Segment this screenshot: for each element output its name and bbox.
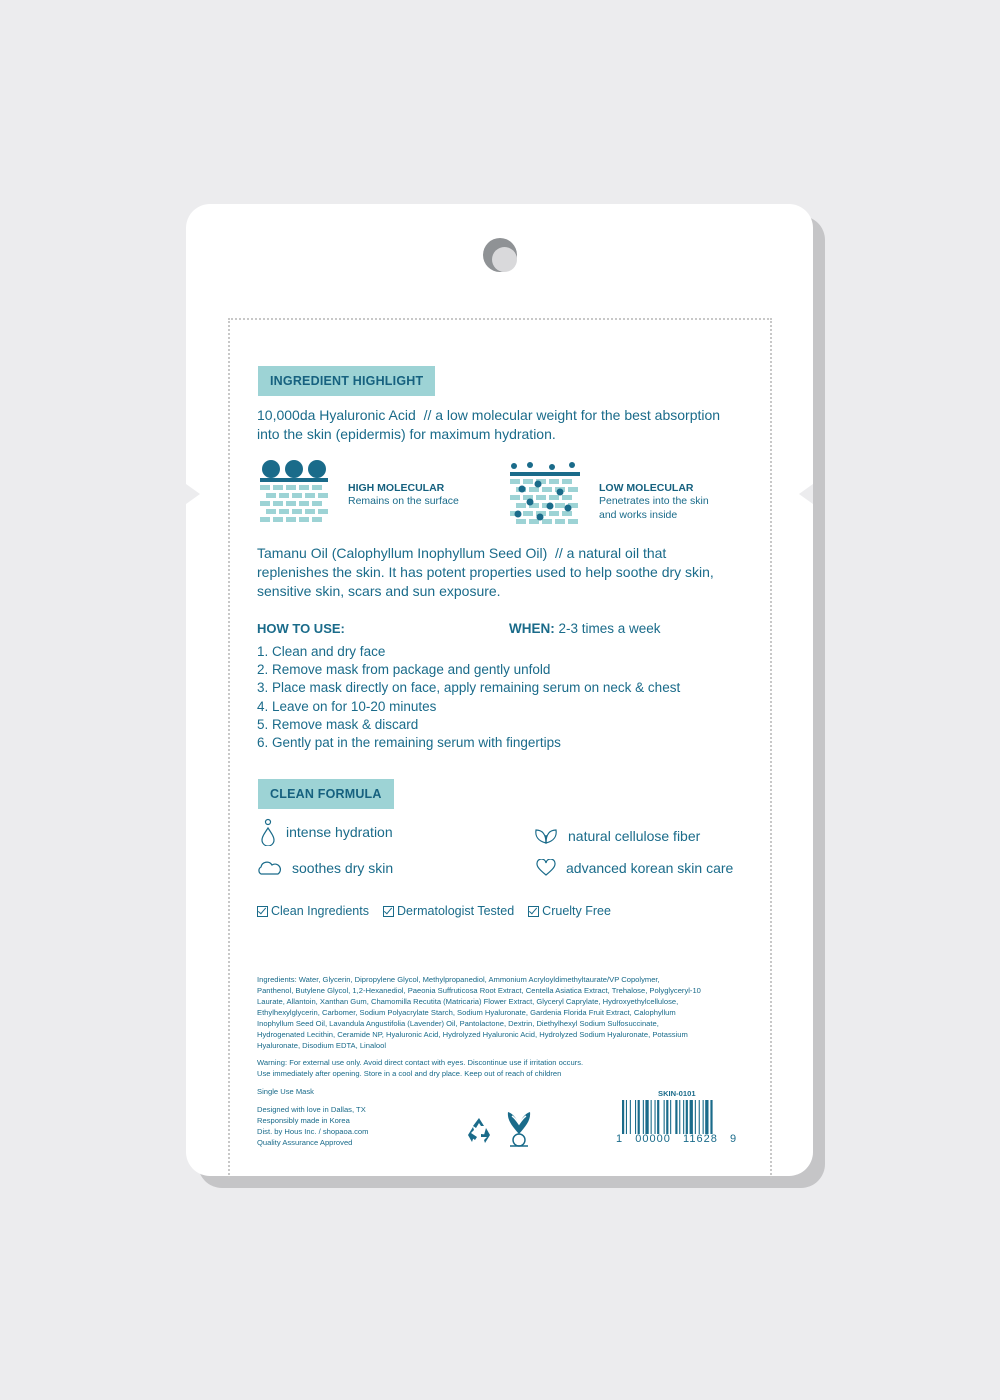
low-molecular-icon — [508, 462, 584, 528]
barcode — [622, 1100, 742, 1136]
high-molecular-text — [348, 482, 459, 508]
hyaluronic-paragraph — [257, 406, 757, 444]
when-value: 2-3 times a week — [558, 621, 661, 636]
low-molecular-desc-2: and works inside — [599, 509, 678, 521]
checkbox-icon — [383, 906, 394, 917]
benefit-text: soothes dry skin — [292, 860, 394, 876]
credits-line: Quality Assurance Approved — [257, 1138, 353, 1147]
low-molecular-title: LOW MOLECULAR — [599, 482, 694, 494]
step-item: 5. Remove mask & discard — [257, 716, 419, 732]
benefit-text: intense hydration — [286, 824, 393, 840]
hyaluronic-name: 10,000da Hyaluronic Acid — [257, 407, 416, 423]
single-use-label: Single Use Mask — [257, 1087, 314, 1096]
tamanu-desc-3: sensitive skin, scars and sun exposure. — [257, 583, 501, 599]
benefit-intense-hydration — [260, 818, 393, 846]
ingredients-line: Panthenol, Butylene Glycol, 1,2-Hexanediol, Paeonia Suffruticosa Root Extract, Centella Asiatica Extract, Trehalose, Polyglyceryl-10 — [257, 986, 701, 995]
benefit-natural-cellulose — [534, 827, 700, 845]
steps-list — [257, 643, 680, 752]
step-item: 1. Clean and dry face — [257, 644, 386, 659]
checkbox-icon — [528, 906, 539, 917]
step-item: 6. Gently pat in the remaining serum with fingertips — [257, 735, 561, 751]
tamanu-desc: // a natural oil that — [555, 545, 667, 561]
benefit-text: advanced korean skin care — [566, 860, 734, 876]
high-molecular-desc: Remains on the surface — [348, 495, 459, 507]
step-item: 2. Remove mask from package and gently unfold — [257, 662, 551, 678]
benefit-korean-skin-care — [536, 859, 733, 877]
tamanu-paragraph — [257, 544, 767, 601]
when-label: WHEN: — [509, 621, 555, 636]
check-label: Dermatologist Tested — [396, 904, 515, 918]
tamanu-name: Tamanu Oil (Calophyllum Inophyllum Seed Oil) — [257, 545, 548, 561]
tear-notch-left — [186, 484, 200, 504]
credits-block — [257, 1104, 368, 1148]
warning-text — [257, 1057, 757, 1079]
credits-line: Dist. by Hous Inc. / shopaoa.com — [257, 1127, 369, 1136]
certification-row — [257, 904, 611, 918]
droplet-icon — [260, 818, 276, 846]
check-dermatologist-tested — [383, 904, 514, 918]
barcode-digits: 1 00000 11628 9 — [616, 1133, 738, 1145]
ingredients-list — [257, 974, 757, 1051]
tamanu-desc-2: replenishes the skin. It has potent properties used to help soothe dry skin, — [257, 564, 714, 580]
hang-hole-icon — [483, 238, 517, 272]
ingredients-line: Hydrogenated Lecithin, Ceramide NP, Hyaluronic Acid, Hydrolyzed Hyaluronic Acid, Hydrolyzed Sodium Hyaluronate, Potassium — [257, 1030, 688, 1039]
warning-line: Use immediately after opening. Store in a cool and dry place. Keep out of reach of children — [257, 1069, 562, 1078]
ingredients-line: Hyaluronate, Disodium EDTA, Linalool — [257, 1041, 387, 1050]
step-item: 4. Leave on for 10-20 minutes — [257, 698, 437, 714]
benefit-soothes-dry-skin — [256, 860, 393, 876]
mask-pouch — [186, 204, 813, 1176]
cloud-icon — [256, 860, 282, 876]
ingredients-line: Inophyllum Seed Oil, Lavandula Angustifolia (Lavender) Oil, Pantolactone, Dextrin, Diethylhexyl Sodium Sulfosuccinate, — [257, 1019, 659, 1028]
high-molecular-icon — [258, 456, 330, 528]
hyaluronic-desc: // a low molecular weight for the best absorption — [423, 407, 721, 423]
clean-formula-label: CLEAN FORMULA — [258, 779, 394, 809]
leaf-icon — [534, 827, 558, 845]
low-molecular-desc-1: Penetrates into the skin — [599, 495, 709, 507]
credits-line: Responsibly made in Korea — [257, 1116, 350, 1125]
low-molecular-text — [599, 482, 709, 522]
how-to-use-label: HOW TO USE: — [257, 621, 345, 636]
ingredients-line: Ingredients: Water, Glycerin, Dipropylene Glycol, Methylpropanediol, Ammonium Acryloyldimethyltaurate/VP Copolymer, — [257, 975, 660, 984]
sku-label: SKIN-0101 — [658, 1089, 696, 1098]
cruelty-free-icon — [504, 1110, 534, 1148]
warning-line: Warning: For external use only. Avoid direct contact with eyes. Discontinue use if irritation occurs. — [257, 1058, 584, 1067]
high-molecular-title: HIGH MOLECULAR — [348, 482, 445, 494]
tear-notch-right — [799, 484, 813, 504]
checkbox-icon — [257, 906, 268, 917]
check-cruelty-free — [528, 904, 611, 918]
benefit-text: natural cellulose fiber — [568, 828, 701, 844]
ingredients-line: Ethylhexylglycerin, Carbomer, Sodium Polyacrylate Starch, Sodium Hyaluronate, Gardenia Florida Fruit Extract, Calophyllum — [257, 1008, 676, 1017]
ingredients-line: Laurate, Allantoin, Xanthan Gum, Chamomilla Recutita (Matricaria) Flower Extract, Glyceryl Caprylate, Hydroxyethylcellulose, — [257, 997, 679, 1006]
hyaluronic-desc-2: into the skin (epidermis) for maximum hydration. — [257, 426, 556, 442]
when-row — [509, 621, 661, 636]
ingredient-highlight-label: INGREDIENT HIGHLIGHT — [258, 366, 435, 396]
recycle-icon — [464, 1115, 494, 1145]
heart-icon — [536, 859, 556, 877]
step-item: 3. Place mask directly on face, apply remaining serum on neck & chest — [257, 680, 681, 696]
check-label: Clean Ingredients — [271, 904, 369, 918]
check-clean-ingredients — [257, 904, 369, 918]
check-label: Cruelty Free — [542, 904, 611, 918]
credits-line: Designed with love in Dallas, TX — [257, 1105, 366, 1114]
